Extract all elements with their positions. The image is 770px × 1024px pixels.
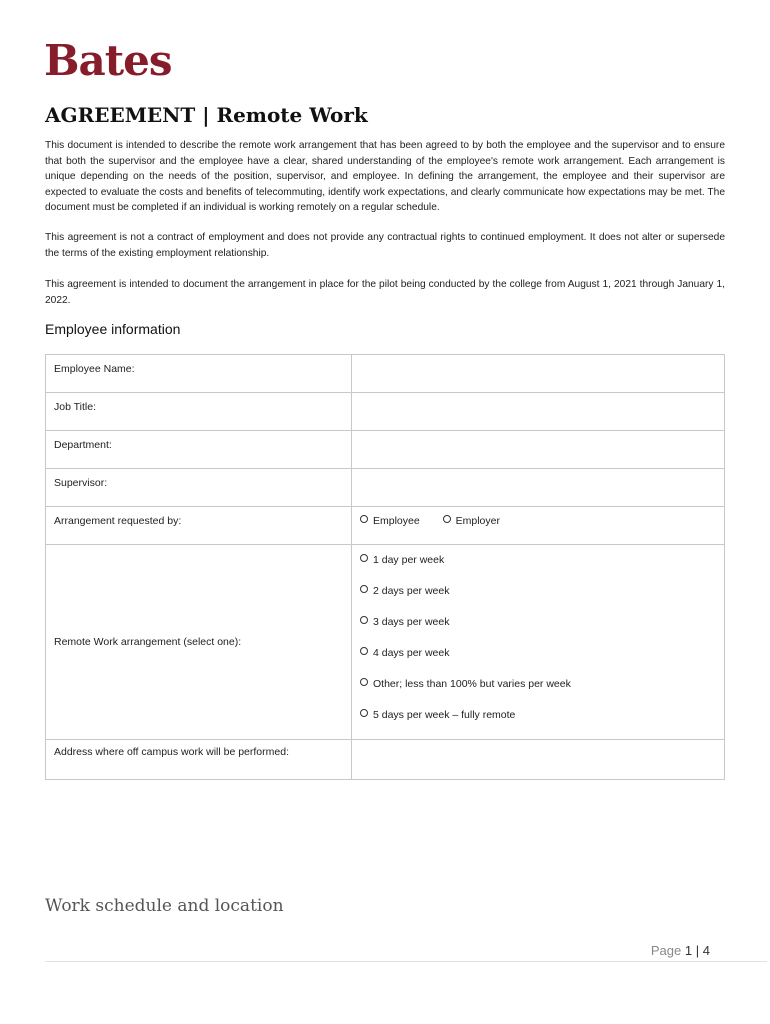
option-label: 3 days per week (373, 616, 450, 628)
address-field[interactable] (352, 740, 725, 780)
requested-by-employee-option[interactable] (360, 515, 420, 527)
table-row (46, 740, 725, 780)
option-label: Other; less than 100% but varies per week (373, 678, 571, 690)
arrangement-label: Remote Work arrangement (select one): (46, 545, 352, 740)
arrangement-option-3-days[interactable] (360, 615, 716, 646)
employee-information-table (45, 354, 725, 780)
arrangement-option-other[interactable] (360, 677, 716, 708)
employee-name-field[interactable] (352, 355, 725, 393)
table-row (46, 355, 725, 393)
option-label: Employer (455, 515, 500, 527)
supervisor-label: Supervisor: (46, 469, 352, 507)
radio-circle-icon[interactable] (443, 515, 451, 523)
option-label: Employee (373, 515, 420, 527)
arrangement-option-5-days[interactable] (360, 708, 716, 739)
bates-logo: Bates (44, 36, 172, 85)
table-row (46, 469, 725, 507)
total-pages: 4 (702, 943, 710, 958)
page-word: Page (650, 943, 682, 958)
radio-circle-icon[interactable] (360, 647, 368, 655)
table-row (46, 393, 725, 431)
current-page: 1 (684, 943, 693, 958)
intro-paragraph-3: This agreement is intended to document the arrangement in place for the pilot being conducted by the college from August 1, 2021 through January 1, 2022. (45, 279, 725, 306)
document-title: AGREEMENT | Remote Work (45, 103, 368, 127)
radio-circle-icon[interactable] (360, 616, 368, 624)
job-title-label: Job Title: (46, 393, 352, 431)
radio-circle-icon[interactable] (360, 585, 368, 593)
intro-paragraph-2: This agreement is not a contract of employment and does not provide any contractual rights to continued employment. It does not alter or supersede the terms of the existing employment relationship. (45, 232, 725, 259)
option-label: 2 days per week (373, 585, 450, 597)
arrangement-option-1-day[interactable] (360, 553, 716, 584)
option-label: 4 days per week (373, 647, 450, 659)
table-row (46, 545, 725, 740)
arrangement-option-2-days[interactable] (360, 584, 716, 615)
radio-circle-icon[interactable] (360, 709, 368, 717)
requested-by-options (352, 507, 725, 545)
page-separator: | (695, 943, 700, 958)
job-title-field[interactable] (352, 393, 725, 431)
option-label: 5 days per week – fully remote (373, 709, 516, 721)
work-schedule-heading: Work schedule and location (45, 896, 284, 916)
arrangement-option-4-days[interactable] (360, 646, 716, 677)
radio-circle-icon[interactable] (360, 515, 368, 523)
radio-circle-icon[interactable] (360, 554, 368, 562)
option-label: 1 day per week (373, 554, 445, 566)
requested-by-label: Arrangement requested by: (46, 507, 352, 545)
department-label: Department: (46, 431, 352, 469)
footer-divider (45, 961, 767, 962)
supervisor-field[interactable] (352, 469, 725, 507)
department-field[interactable] (352, 431, 725, 469)
table-row (46, 431, 725, 469)
page-number (651, 943, 710, 958)
arrangement-options (352, 545, 725, 740)
address-label: Address where off campus work will be performed: (46, 740, 352, 780)
table-row (46, 507, 725, 545)
requested-by-employer-option[interactable] (443, 515, 500, 527)
employee-information-heading: Employee information (45, 321, 181, 337)
radio-circle-icon[interactable] (360, 678, 368, 686)
intro-paragraph-1: This document is intended to describe the remote work arrangement that has been agreed to by both the employee and the supervisor and to ensure that both the supervisor and the employee have a clear, shared understanding of the employee's remote work arrangement. Each arrangement is unique depending on the needs of the position, supervisor, and employee. In defining the arrangement, the employee and their supervisor are expected to evaluate the costs and benefits of telecommuting, identify work expectations, and clearly communicate how expectations may be met. The document must be completed if an individual is working remotely on a regular schedule. (45, 140, 725, 213)
employee-name-label: Employee Name: (46, 355, 352, 393)
